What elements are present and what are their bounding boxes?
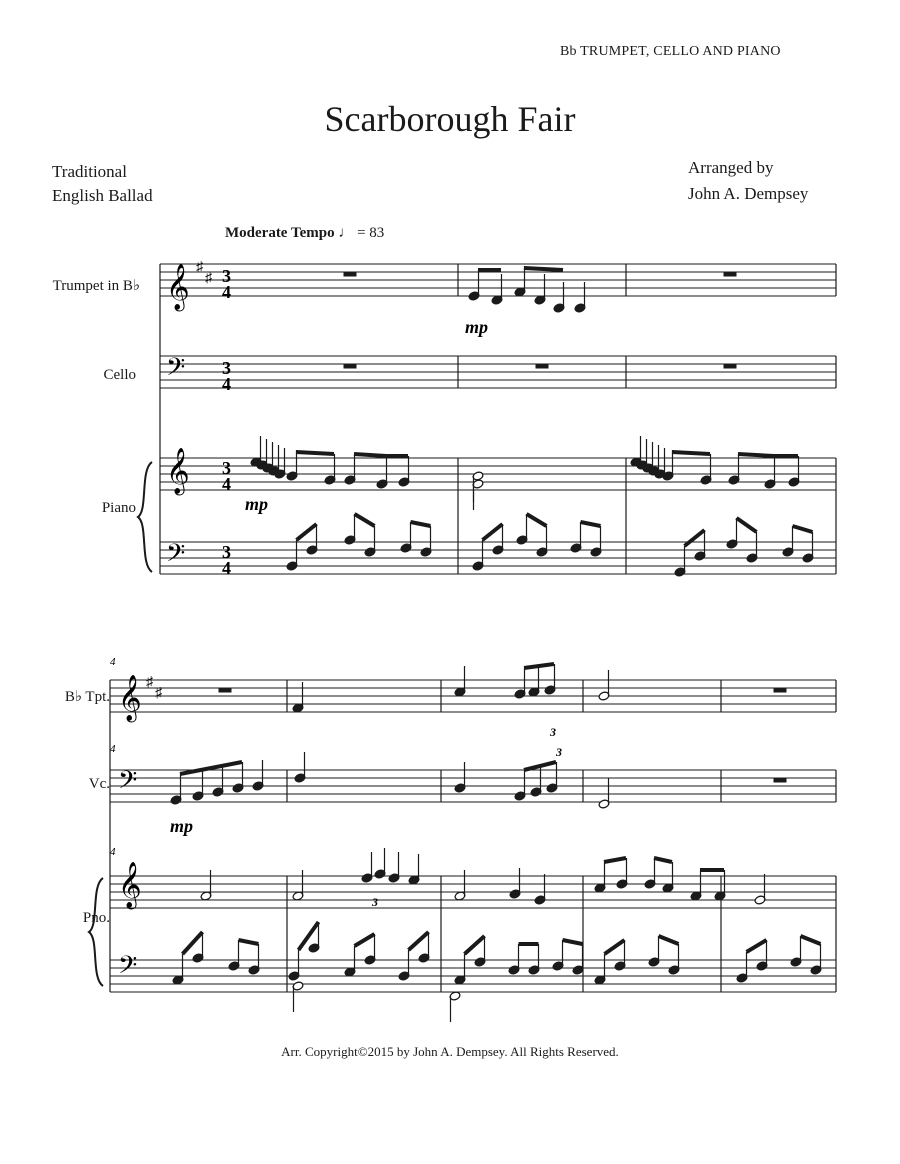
piece-title: Scarborough Fair xyxy=(324,99,576,139)
note-beam xyxy=(747,940,767,952)
measure-numbers xyxy=(110,656,116,858)
dynamic-mp: mp xyxy=(245,494,269,514)
bass-clef-icon: 𝄢 xyxy=(166,540,186,573)
tempo-text: Moderate Tempo xyxy=(225,225,335,241)
whole-rest xyxy=(724,364,736,368)
note-beam xyxy=(654,858,672,862)
note-beam xyxy=(738,454,774,456)
measure-number: 4 xyxy=(110,846,116,858)
note-beam xyxy=(604,858,626,862)
treble-clef-icon: 𝄞 xyxy=(118,862,142,907)
measure-number: 4 xyxy=(110,743,116,755)
whole-rest xyxy=(774,688,786,692)
measure-number: 4 xyxy=(110,656,116,668)
note-beam xyxy=(411,522,431,526)
note-beam xyxy=(563,940,583,944)
label-cello: Cello xyxy=(103,367,136,383)
arranger-line-2: John A. Dempsey xyxy=(688,184,809,203)
note-beam xyxy=(581,522,601,526)
time-sig-bottom: 4 xyxy=(222,374,231,394)
sharp-icon: ♯ xyxy=(146,675,153,690)
note-beam xyxy=(685,530,705,546)
treble-clef-icon: 𝄞 xyxy=(166,448,190,493)
staff-lines xyxy=(110,264,836,992)
time-sig-top: 3 xyxy=(222,266,231,286)
note-beam xyxy=(354,454,386,456)
note-beam xyxy=(793,526,813,532)
arranger-line-1: Arranged by xyxy=(688,158,774,177)
note-beam xyxy=(737,518,757,532)
label-pno: Pno. xyxy=(82,910,110,926)
sharp-icon: ♯ xyxy=(155,686,162,701)
time-sig-bottom: 4 xyxy=(222,474,231,494)
note-beam xyxy=(605,940,625,954)
sharp-icon: ♯ xyxy=(196,260,203,275)
whole-rest xyxy=(536,364,548,368)
note-beam xyxy=(180,762,242,774)
note-beam xyxy=(239,940,259,944)
note-beam xyxy=(296,452,334,454)
whole-rest xyxy=(344,364,356,368)
bass-clef-icon: 𝄢 xyxy=(166,354,186,387)
note-beam xyxy=(524,268,563,270)
whole-rest xyxy=(344,272,356,276)
barlines xyxy=(110,264,836,992)
note-beam xyxy=(483,524,503,540)
note-beam xyxy=(659,936,679,944)
tuplet-3: 3 xyxy=(556,745,562,759)
tempo-value: = 83 xyxy=(357,225,385,241)
time-sig-bottom: 4 xyxy=(222,558,231,578)
sharp-icon: ♯ xyxy=(205,271,212,286)
label-trumpet-in-bb: Trumpet in B♭ xyxy=(52,278,140,294)
whole-rest xyxy=(774,778,786,782)
dynamic-mp: mp xyxy=(465,317,489,337)
instrumentation-label: Bb TRUMPET, CELLO AND PIANO xyxy=(560,44,781,59)
dynamic-mp: mp xyxy=(170,816,194,836)
treble-clef-icon: 𝄞 xyxy=(166,264,190,309)
quarter-note-icon: ♩ xyxy=(338,225,354,241)
note-beam xyxy=(527,514,547,526)
note-beam xyxy=(801,936,821,944)
note-beam xyxy=(465,936,485,954)
piano-brace xyxy=(89,878,103,986)
tuplet-marks xyxy=(371,725,562,909)
note-beam xyxy=(355,934,375,946)
whole-rest xyxy=(219,688,231,692)
tuplet-3: 3 xyxy=(372,895,378,909)
copyright-notice: Arr. Copyright©2015 by John A. Dempsey. All Rights Reserved. xyxy=(281,1044,619,1059)
composer-line-2: English Ballad xyxy=(52,186,153,205)
note-beam xyxy=(409,932,429,950)
treble-clef-icon: 𝄞 xyxy=(118,675,142,720)
time-sig-top: 3 xyxy=(222,358,231,378)
piano-brace xyxy=(138,462,152,572)
note-beam xyxy=(524,664,554,668)
time-signatures xyxy=(222,266,231,578)
note-beam xyxy=(297,524,317,540)
label-vc: Vc. xyxy=(88,776,110,792)
note-beam xyxy=(672,452,710,454)
note-beam xyxy=(355,514,375,526)
notes xyxy=(170,266,822,1022)
bass-clef-icon: 𝄢 xyxy=(118,952,138,985)
label-piano: Piano xyxy=(101,500,136,516)
bass-clef-icon: 𝄢 xyxy=(118,767,138,800)
composer-line-1: Traditional xyxy=(52,162,127,181)
time-sig-top: 3 xyxy=(222,458,231,478)
label-bb-tpt: B♭ Tpt. xyxy=(64,689,110,705)
whole-rest xyxy=(724,272,736,276)
tuplet-3: 3 xyxy=(550,725,556,739)
dynamics xyxy=(170,317,488,836)
note-beam xyxy=(183,932,203,954)
time-sig-bottom: 4 xyxy=(222,282,231,302)
time-sig-top: 3 xyxy=(222,542,231,562)
